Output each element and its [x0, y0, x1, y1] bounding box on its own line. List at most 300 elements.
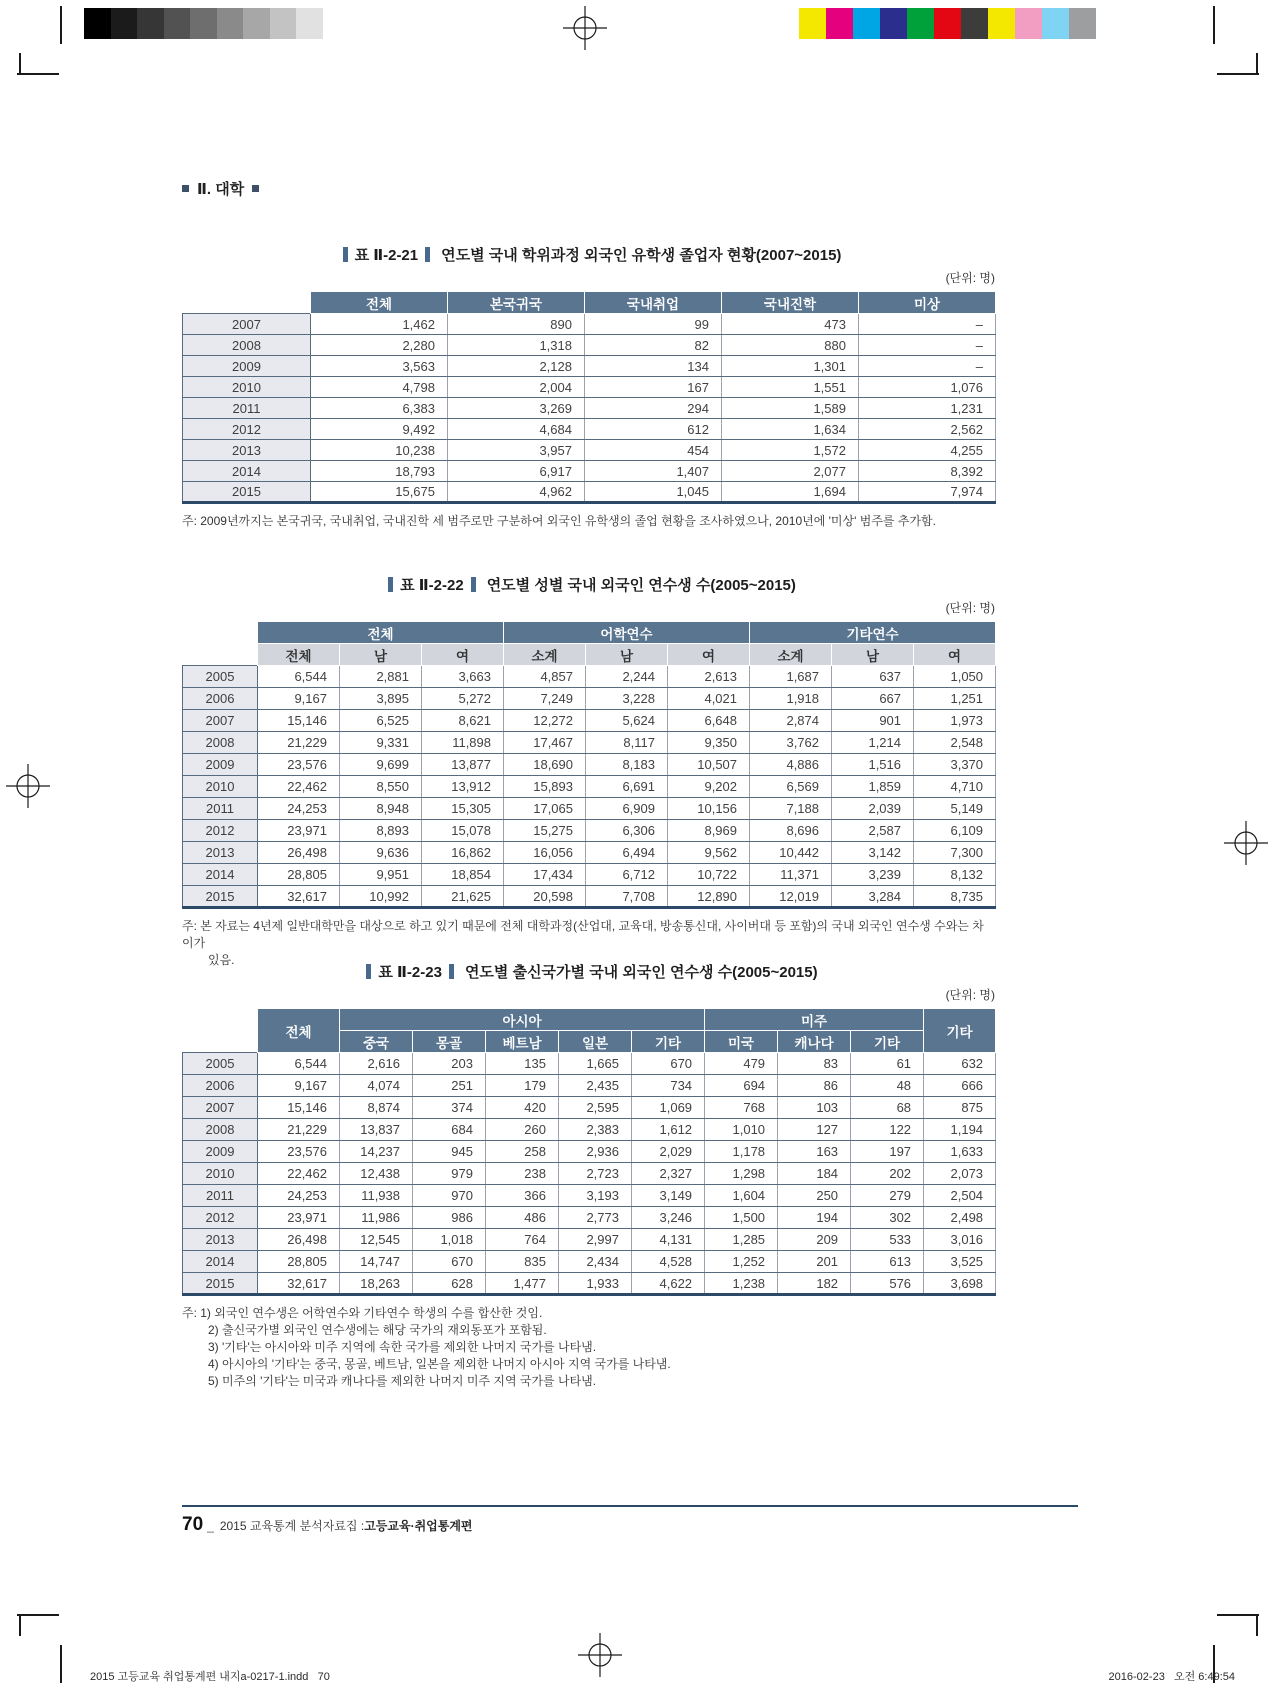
year-cell: 2009	[183, 1141, 258, 1163]
value-cell: 7,708	[586, 886, 668, 908]
value-cell: 294	[585, 398, 722, 419]
value-cell: 979	[413, 1163, 486, 1185]
value-cell: 182	[778, 1273, 851, 1295]
value-cell: 11,938	[340, 1185, 413, 1207]
group-header: 아시아	[340, 1009, 705, 1031]
calibration-square	[1015, 8, 1042, 39]
table-row	[183, 314, 996, 335]
year-cell: 2013	[183, 842, 258, 864]
title-bar-icon	[343, 247, 348, 262]
value-cell: 890	[448, 314, 585, 335]
crop-mark	[60, 1645, 62, 1683]
value-cell: 83	[778, 1053, 851, 1075]
value-cell: 6,383	[311, 398, 448, 419]
value-cell: 15,146	[258, 1097, 340, 1119]
group-header-row	[183, 622, 996, 644]
value-cell: 486	[486, 1207, 559, 1229]
section-title: Ⅱ. 대학	[197, 181, 245, 198]
title-bar-icon	[449, 964, 454, 979]
unit-label: (단위: 명)	[945, 601, 995, 615]
calibration-square	[934, 8, 961, 39]
table-note	[182, 918, 995, 969]
value-cell: 986	[413, 1207, 486, 1229]
table-title	[182, 963, 995, 983]
value-cell: 8,874	[340, 1097, 413, 1119]
year-cell: 2015	[183, 482, 311, 503]
value-cell: 3,698	[924, 1273, 996, 1295]
table-row	[183, 419, 996, 440]
crop-mark	[1213, 6, 1215, 44]
table-row	[183, 842, 996, 864]
value-cell: 24,253	[258, 1185, 340, 1207]
value-cell: 163	[778, 1141, 851, 1163]
value-cell: 3,370	[914, 754, 996, 776]
value-cell: 628	[413, 1273, 486, 1295]
value-cell: 18,793	[311, 461, 448, 482]
year-cell: 2013	[183, 440, 311, 461]
table-number-label: 표 Ⅱ-2-21	[354, 247, 419, 264]
column-header: 전체	[258, 1009, 340, 1053]
value-cell: 12,019	[750, 886, 832, 908]
table-row	[183, 335, 996, 356]
sub-header: 중국	[340, 1031, 413, 1053]
table-row	[183, 1229, 996, 1251]
crop-mark	[19, 53, 21, 74]
value-cell: 3,663	[422, 666, 504, 688]
value-cell: –	[859, 314, 996, 335]
value-cell: 23,576	[258, 1141, 340, 1163]
value-cell: 2,723	[559, 1163, 632, 1185]
crop-mark	[60, 6, 62, 44]
value-cell: 533	[851, 1229, 924, 1251]
value-cell: 18,854	[422, 864, 504, 886]
value-cell: 23,971	[258, 1207, 340, 1229]
value-cell: 473	[722, 314, 859, 335]
value-cell: 22,462	[258, 1163, 340, 1185]
value-cell: 4,798	[311, 377, 448, 398]
value-cell: 32,617	[258, 1273, 340, 1295]
value-cell: 61	[851, 1053, 924, 1075]
value-cell: 1,010	[705, 1119, 778, 1141]
value-cell: 1,298	[705, 1163, 778, 1185]
value-cell: 1,231	[859, 398, 996, 419]
value-cell: 3,142	[832, 842, 914, 864]
value-cell: 3,895	[340, 688, 422, 710]
value-cell: 366	[486, 1185, 559, 1207]
corner-cell	[183, 292, 311, 314]
table-row	[183, 440, 996, 461]
table-row	[183, 864, 996, 886]
value-cell: 612	[585, 419, 722, 440]
value-cell: 2,244	[586, 666, 668, 688]
group-header: 전체	[258, 622, 504, 644]
value-cell: 901	[832, 710, 914, 732]
calibration-square	[111, 8, 138, 39]
crop-mark	[1217, 73, 1259, 75]
value-cell: 10,238	[311, 440, 448, 461]
table-row	[183, 710, 996, 732]
year-cell: 2014	[183, 461, 311, 482]
year-cell: 2006	[183, 1075, 258, 1097]
value-cell: 6,917	[448, 461, 585, 482]
value-cell: 1,665	[559, 1053, 632, 1075]
sub-header: 미국	[705, 1031, 778, 1053]
crop-mark	[1256, 53, 1258, 74]
value-cell: 82	[585, 335, 722, 356]
value-cell: 12,545	[340, 1229, 413, 1251]
value-cell: 20,598	[504, 886, 586, 908]
value-cell: 1,069	[632, 1097, 705, 1119]
cmyk-calibration-bar	[799, 8, 1096, 39]
value-cell: 14,237	[340, 1141, 413, 1163]
value-cell: 2,616	[340, 1053, 413, 1075]
value-cell: 15,078	[422, 820, 504, 842]
sub-header: 일본	[559, 1031, 632, 1053]
value-cell: 2,498	[924, 1207, 996, 1229]
sub-header: 몽골	[413, 1031, 486, 1053]
table-note-line: 5) 미주의 '기타'는 미국과 캐나다를 제외한 나머지 미주 지역 국가를 나타냄.	[208, 1374, 597, 1388]
column-header: 본국귀국	[448, 292, 585, 314]
value-cell: 1,589	[722, 398, 859, 419]
sub-header: 여	[914, 644, 996, 666]
sub-header: 남	[586, 644, 668, 666]
group-header: 미주	[705, 1009, 924, 1031]
value-cell: 10,722	[668, 864, 750, 886]
table-row	[183, 482, 996, 503]
value-cell: 8,696	[750, 820, 832, 842]
value-cell: 694	[705, 1075, 778, 1097]
table-row	[183, 1273, 996, 1295]
value-cell: 194	[778, 1207, 851, 1229]
unit-label: (단위: 명)	[945, 271, 995, 285]
value-cell: 9,350	[668, 732, 750, 754]
value-cell: 2,327	[632, 1163, 705, 1185]
value-cell: 2,280	[311, 335, 448, 356]
value-cell: 18,263	[340, 1273, 413, 1295]
table-row	[183, 688, 996, 710]
year-cell: 2011	[183, 398, 311, 419]
value-cell: 1,933	[559, 1273, 632, 1295]
table-note	[182, 513, 995, 530]
value-cell: 23,971	[258, 820, 340, 842]
value-cell: 2,562	[859, 419, 996, 440]
value-cell: 2,874	[750, 710, 832, 732]
value-cell: 9,202	[668, 776, 750, 798]
value-cell: 637	[832, 666, 914, 688]
table-row	[183, 398, 996, 419]
year-cell: 2008	[183, 335, 311, 356]
sub-header: 기타	[851, 1031, 924, 1053]
sub-header: 여	[422, 644, 504, 666]
sub-header: 남	[340, 644, 422, 666]
value-cell: 2,548	[914, 732, 996, 754]
crop-mark	[19, 1615, 21, 1636]
value-cell: 4,886	[750, 754, 832, 776]
value-cell: 2,613	[668, 666, 750, 688]
calibration-square	[1042, 8, 1069, 39]
value-cell: 2,073	[924, 1163, 996, 1185]
table-number-label: 표 Ⅱ-2-22	[400, 577, 464, 594]
value-cell: 14,747	[340, 1251, 413, 1273]
value-cell: 4,074	[340, 1075, 413, 1097]
year-cell: 2010	[183, 1163, 258, 1185]
value-cell: 2,595	[559, 1097, 632, 1119]
calibration-square	[799, 8, 826, 39]
value-cell: 1,633	[924, 1141, 996, 1163]
value-cell: 9,167	[258, 1075, 340, 1097]
value-cell: 6,306	[586, 820, 668, 842]
title-bar-icon	[471, 577, 476, 592]
value-cell: 1,252	[705, 1251, 778, 1273]
value-cell: 3,269	[448, 398, 585, 419]
value-cell: 764	[486, 1229, 559, 1251]
value-cell: 203	[413, 1053, 486, 1075]
value-cell: 3,525	[924, 1251, 996, 1273]
value-cell: 374	[413, 1097, 486, 1119]
value-cell: 13,837	[340, 1119, 413, 1141]
table-note-line: 주: 1) 외국인 연수생은 어학연수와 기타연수 학생의 수를 합산한 것임.	[182, 1306, 543, 1320]
value-cell: 1,238	[705, 1273, 778, 1295]
title-bar-icon	[388, 577, 393, 592]
table-note-line: 3) '기타'는 아시아와 미주 지역에 속한 국가를 제외한 나머지 국가를 나타냄.	[208, 1340, 597, 1354]
year-cell: 2010	[183, 776, 258, 798]
print-timestamp: 2016-02-23 오전 6:49:54	[1108, 1671, 1235, 1683]
value-cell: 684	[413, 1119, 486, 1141]
value-cell: 86	[778, 1075, 851, 1097]
value-cell: 875	[924, 1097, 996, 1119]
value-cell: 4,857	[504, 666, 586, 688]
value-cell: 13,877	[422, 754, 504, 776]
value-cell: 122	[851, 1119, 924, 1141]
value-cell: 2,997	[559, 1229, 632, 1251]
footer-separator: _	[207, 1519, 214, 1533]
table-note-line: 있음.	[208, 953, 235, 967]
table-row	[183, 666, 996, 688]
value-cell: 201	[778, 1251, 851, 1273]
value-cell: 12,272	[504, 710, 586, 732]
value-cell: 1,318	[448, 335, 585, 356]
value-cell: 8,621	[422, 710, 504, 732]
table-row	[183, 461, 996, 482]
value-cell: 26,498	[258, 842, 340, 864]
year-cell: 2013	[183, 1229, 258, 1251]
value-cell: 454	[585, 440, 722, 461]
value-cell: 1,687	[750, 666, 832, 688]
value-cell: 6,494	[586, 842, 668, 864]
value-cell: 2,383	[559, 1119, 632, 1141]
value-cell: 1,407	[585, 461, 722, 482]
value-cell: 3,149	[632, 1185, 705, 1207]
calibration-square	[296, 8, 323, 39]
value-cell: 1,516	[832, 754, 914, 776]
section-header	[182, 178, 259, 199]
value-cell: 1,045	[585, 482, 722, 503]
value-cell: 2,077	[722, 461, 859, 482]
table-row	[183, 1163, 996, 1185]
value-cell: 4,255	[859, 440, 996, 461]
footer-line	[182, 1514, 1078, 1536]
value-cell: 4,962	[448, 482, 585, 503]
value-cell: 10,507	[668, 754, 750, 776]
table-title	[182, 576, 995, 596]
table-row	[183, 377, 996, 398]
calibration-square	[270, 8, 297, 39]
value-cell: 8,893	[340, 820, 422, 842]
value-cell: 22,462	[258, 776, 340, 798]
value-cell: 670	[632, 1053, 705, 1075]
value-cell: 1,859	[832, 776, 914, 798]
sub-header: 소계	[750, 644, 832, 666]
year-cell: 2005	[183, 666, 258, 688]
year-cell: 2010	[183, 377, 311, 398]
value-cell: 1,462	[311, 314, 448, 335]
value-cell: 202	[851, 1163, 924, 1185]
table-note-line: 4) 아시아의 '기타'는 중국, 몽골, 베트남, 일본을 제외한 나머지 아시아 지역 국가를 나타냄.	[208, 1357, 671, 1371]
calibration-square	[217, 8, 244, 39]
footer-book-title-bold: 고등교육·취업통계편	[364, 1519, 473, 1533]
table-note-line: 2) 출신국가별 외국인 연수생에는 해당 국가의 재외동포가 포함됨.	[208, 1323, 547, 1337]
value-cell: 2,773	[559, 1207, 632, 1229]
value-cell: 7,188	[750, 798, 832, 820]
value-cell: 279	[851, 1185, 924, 1207]
year-cell: 2014	[183, 864, 258, 886]
value-cell: 3,246	[632, 1207, 705, 1229]
value-cell: 7,300	[914, 842, 996, 864]
table-note-line: 주: 2009년까지는 본국귀국, 국내취업, 국내진학 세 범주로만 구분하여 외국인 유학생의 졸업 현황을 조사하였으나, 2010년에 '미상' 범주를 추가함.	[182, 514, 936, 528]
value-cell: 1,178	[705, 1141, 778, 1163]
value-cell: 251	[413, 1075, 486, 1097]
table-note-line: 주: 본 자료는 4년제 일반대학만을 대상으로 하고 있기 때문에 전체 대학과정(산업대, 교육대, 방송통신대, 사이버대 등 포함)의 국내 외국인 연수생 수와는 차이가	[182, 919, 984, 950]
value-cell: 17,434	[504, 864, 586, 886]
value-cell: 48	[851, 1075, 924, 1097]
value-cell: 5,149	[914, 798, 996, 820]
column-header: 기타	[924, 1009, 996, 1053]
calibration-square	[988, 8, 1015, 39]
corner-cell	[183, 622, 258, 666]
calibration-square	[826, 8, 853, 39]
value-cell: 28,805	[258, 1251, 340, 1273]
sub-header: 베트남	[486, 1031, 559, 1053]
value-cell: 10,442	[750, 842, 832, 864]
year-cell: 2014	[183, 1251, 258, 1273]
value-cell: 1,973	[914, 710, 996, 732]
value-cell: 880	[722, 335, 859, 356]
value-cell: 103	[778, 1097, 851, 1119]
value-cell: 2,434	[559, 1251, 632, 1273]
column-header: 국내진학	[722, 292, 859, 314]
value-cell: 9,636	[340, 842, 422, 864]
sub-header-row	[183, 644, 996, 666]
section-bullet-icon	[182, 185, 189, 192]
value-cell: 134	[585, 356, 722, 377]
table-foreign-graduates	[182, 291, 996, 504]
value-cell: 1,214	[832, 732, 914, 754]
value-cell: 1,612	[632, 1119, 705, 1141]
table-row	[183, 820, 996, 842]
calibration-square	[243, 8, 270, 39]
year-cell: 2006	[183, 688, 258, 710]
value-cell: 479	[705, 1053, 778, 1075]
value-cell: 6,909	[586, 798, 668, 820]
value-cell: 2,504	[924, 1185, 996, 1207]
value-cell: 258	[486, 1141, 559, 1163]
value-cell: 9,492	[311, 419, 448, 440]
value-cell: 260	[486, 1119, 559, 1141]
table-row	[183, 1053, 996, 1075]
value-cell: 1,634	[722, 419, 859, 440]
calibration-square	[961, 8, 988, 39]
value-cell: 15,893	[504, 776, 586, 798]
value-cell: –	[859, 356, 996, 377]
value-cell: –	[859, 335, 996, 356]
value-cell: 1,918	[750, 688, 832, 710]
value-cell: 8,392	[859, 461, 996, 482]
value-cell: 26,498	[258, 1229, 340, 1251]
value-cell: 6,712	[586, 864, 668, 886]
value-cell: 667	[832, 688, 914, 710]
year-cell: 2012	[183, 419, 311, 440]
value-cell: 1,076	[859, 377, 996, 398]
sub-header: 캐나다	[778, 1031, 851, 1053]
table-title-text: 연도별 성별 국내 외국인 연수생 수(2005~2015)	[486, 577, 796, 594]
sub-header: 여	[668, 644, 750, 666]
value-cell: 15,675	[311, 482, 448, 503]
year-cell: 2012	[183, 820, 258, 842]
value-cell: 1,285	[705, 1229, 778, 1251]
page-number: 70	[182, 1514, 204, 1535]
crop-mark	[17, 73, 59, 75]
value-cell: 3,016	[924, 1229, 996, 1251]
value-cell: 179	[486, 1075, 559, 1097]
value-cell: 6,109	[914, 820, 996, 842]
value-cell: 3,957	[448, 440, 585, 461]
value-cell: 21,229	[258, 732, 340, 754]
sub-header: 기타	[632, 1031, 705, 1053]
value-cell: 8,183	[586, 754, 668, 776]
value-cell: 209	[778, 1229, 851, 1251]
value-cell: 2,128	[448, 356, 585, 377]
value-cell: 4,710	[914, 776, 996, 798]
table-block-graduates	[182, 246, 995, 530]
year-cell: 2008	[183, 732, 258, 754]
table-row	[183, 776, 996, 798]
year-cell: 2011	[183, 1185, 258, 1207]
value-cell: 1,694	[722, 482, 859, 503]
value-cell: 2,029	[632, 1141, 705, 1163]
value-cell: 6,569	[750, 776, 832, 798]
value-cell: 167	[585, 377, 722, 398]
value-cell: 21,229	[258, 1119, 340, 1141]
value-cell: 17,467	[504, 732, 586, 754]
value-cell: 8,969	[668, 820, 750, 842]
value-cell: 6,691	[586, 776, 668, 798]
calibration-square	[880, 8, 907, 39]
value-cell: 5,272	[422, 688, 504, 710]
table-title-text: 연도별 출신국가별 국내 외국인 연수생 수(2005~2015)	[464, 964, 818, 981]
table-row	[183, 754, 996, 776]
value-cell: 1,477	[486, 1273, 559, 1295]
table-title-text: 연도별 국내 학위과정 외국인 유학생 졸업자 현황(2007~2015)	[441, 247, 842, 264]
print-file-name: 2015 고등교육 취업통계편 내지a-0217-1.indd 70	[90, 1671, 330, 1683]
value-cell: 670	[413, 1251, 486, 1273]
table-title	[182, 246, 995, 266]
value-cell: 9,331	[340, 732, 422, 754]
value-cell: 768	[705, 1097, 778, 1119]
value-cell: 8,550	[340, 776, 422, 798]
year-cell: 2007	[183, 1097, 258, 1119]
value-cell: 9,951	[340, 864, 422, 886]
value-cell: 2,039	[832, 798, 914, 820]
